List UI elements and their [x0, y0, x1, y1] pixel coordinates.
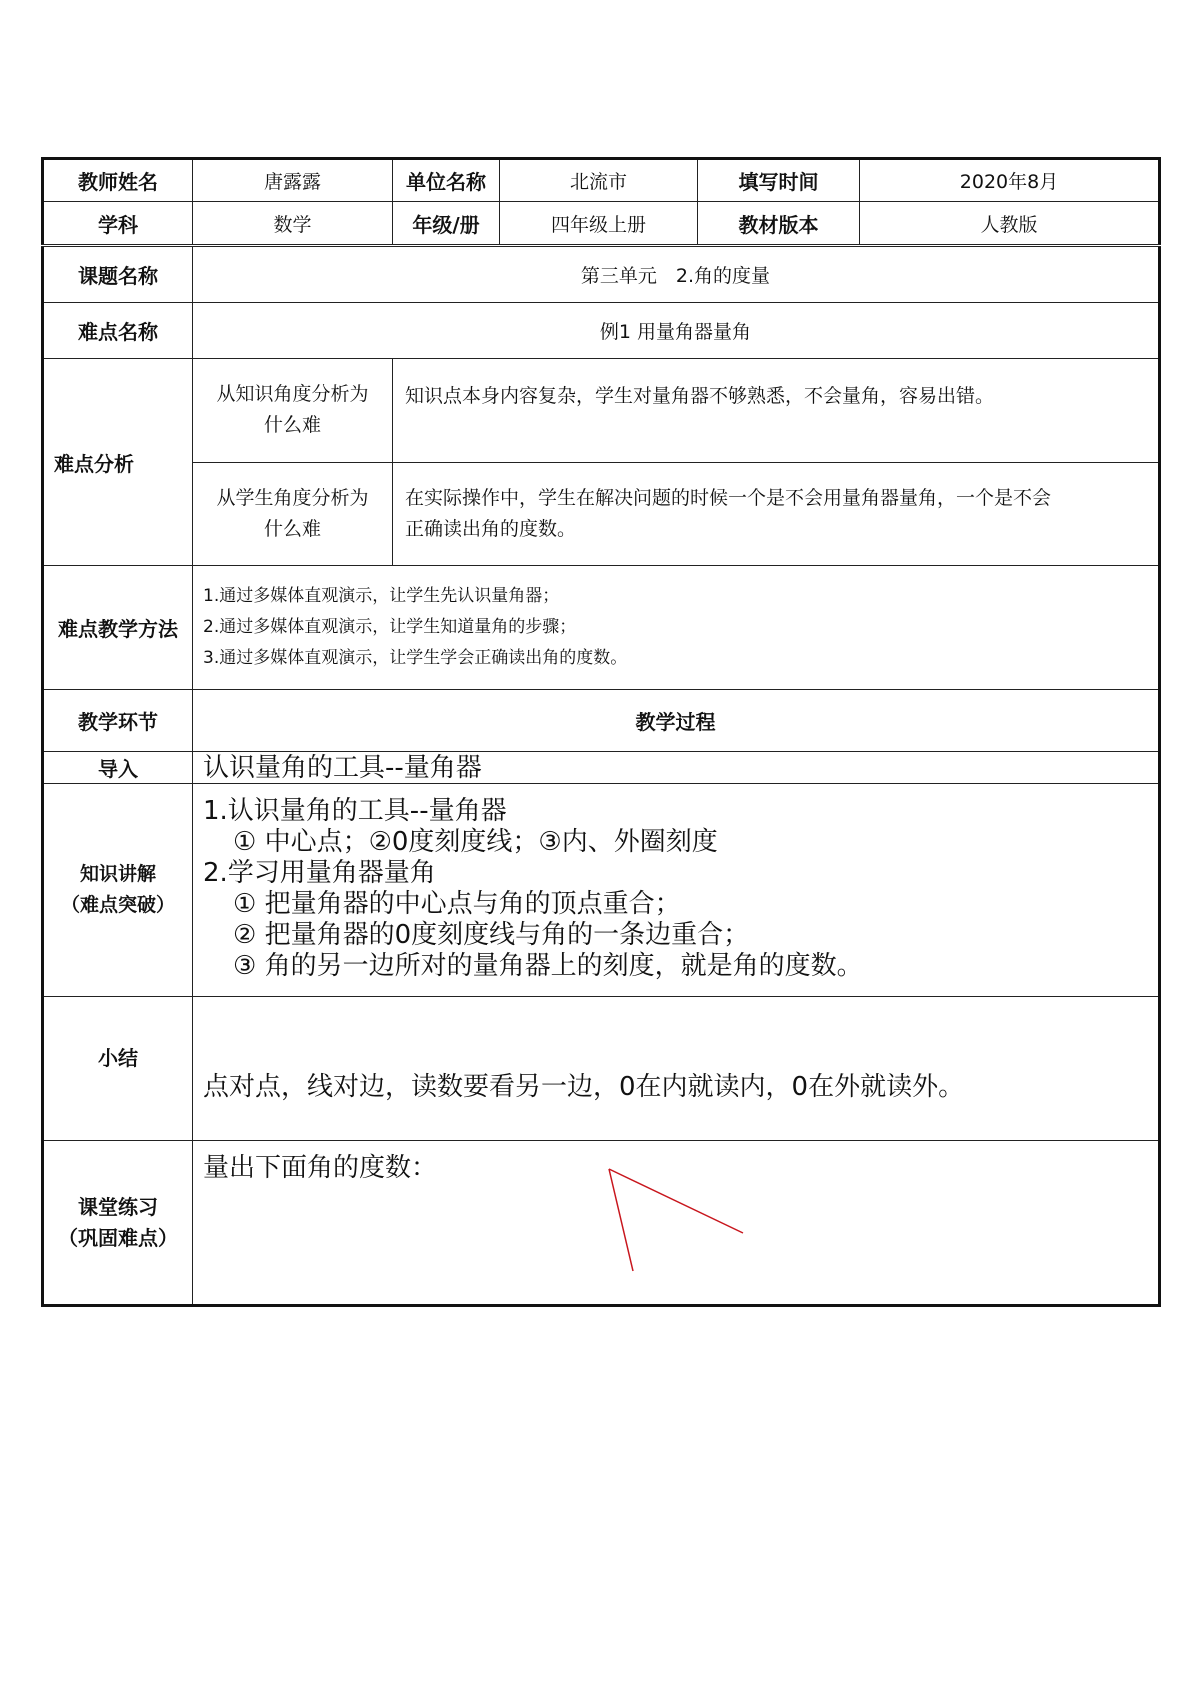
knowledge-line: ② 把量角器的0度刻度线与角的一条边重合； — [233, 920, 750, 950]
topic-row — [43, 246, 1160, 303]
knowledge-content — [193, 784, 1160, 997]
angle-ray-lower — [609, 1169, 633, 1271]
method-item: 1.通过多媒体直观演示，让学生先认识量角器； — [203, 586, 560, 606]
edition-value: 人教版 — [860, 202, 1160, 246]
student-angle-text — [393, 463, 1160, 566]
practice-label-line1: 课堂练习 — [78, 1194, 158, 1219]
analysis-label: 难点分析 — [43, 359, 193, 566]
summary-row — [43, 997, 1160, 1141]
grade-label: 年级/册 — [393, 202, 500, 246]
knowledge-angle-text: 知识点本身内容复杂，学生对量角器不够熟悉，不会量角，容易出错。 — [393, 359, 1160, 463]
knowledge-angle-label-line1: 从知识角度分析为 — [216, 383, 369, 405]
student-angle-label-line2: 什么难 — [263, 518, 321, 540]
practice-label — [43, 1141, 193, 1306]
header-row-1 — [43, 159, 1160, 202]
student-angle-label — [193, 463, 393, 566]
student-angle-text-line2: 正确读出角的度数。 — [405, 518, 577, 540]
intro-value: 认识量角的工具--量角器 — [193, 752, 1160, 784]
process-label: 教学环节 — [43, 690, 193, 752]
practice-prompt: 量出下面角的度数： — [203, 1153, 438, 1183]
method-item: 2.通过多媒体直观演示，让学生知道量角的步骤； — [203, 617, 577, 637]
unit-label: 单位名称 — [393, 159, 500, 202]
topic-label: 课题名称 — [43, 246, 193, 303]
knowledge-line: ③ 角的另一边所对的量角器上的刻度，就是角的度数。 — [233, 951, 863, 981]
analysis-row-knowledge — [43, 359, 1160, 463]
knowledge-label — [43, 784, 193, 997]
practice-row — [43, 1141, 1160, 1306]
subject-label: 学科 — [43, 202, 193, 246]
date-value: 2020年8月 — [860, 159, 1160, 202]
teacher-value: 唐露露 — [193, 159, 393, 202]
intro-label: 导入 — [43, 752, 193, 784]
knowledge-angle-label — [193, 359, 393, 463]
practice-label-line2: （巩固难点） — [58, 1225, 178, 1250]
knowledge-row — [43, 784, 1160, 997]
red-angle-icon — [193, 1141, 1159, 1301]
methods-list — [193, 566, 1160, 690]
summary-label: 小结 — [43, 997, 193, 1141]
subject-value: 数学 — [193, 202, 393, 246]
knowledge-label-line2: （难点突破） — [60, 894, 175, 916]
grade-value: 四年级上册 — [500, 202, 698, 246]
header-row-2 — [43, 202, 1160, 246]
lesson-plan-sheet — [41, 157, 1158, 1307]
difficulty-value: 例1 用量角器量角 — [193, 303, 1160, 359]
edition-label: 教材版本 — [698, 202, 860, 246]
intro-row — [43, 752, 1160, 784]
difficulty-row — [43, 303, 1160, 359]
unit-value: 北流市 — [500, 159, 698, 202]
process-value: 教学过程 — [193, 690, 1160, 752]
lesson-plan-table — [41, 157, 1161, 1307]
topic-value: 第三单元 2.角的度量 — [193, 246, 1160, 303]
date-label: 填写时间 — [698, 159, 860, 202]
knowledge-label-line1: 知识讲解 — [79, 863, 156, 885]
student-angle-text-line1: 在实际操作中，学生在解决问题的时候一个是不会用量角器量角，一个是不会 — [405, 487, 1052, 509]
difficulty-label: 难点名称 — [43, 303, 193, 359]
knowledge-line: 1.认识量角的工具--量角器 — [203, 796, 507, 826]
methods-label: 难点教学方法 — [43, 566, 193, 690]
student-angle-label-line1: 从学生角度分析为 — [216, 487, 369, 509]
method-item: 3.通过多媒体直观演示，让学生学会正确读出角的度数。 — [203, 648, 628, 668]
practice-content — [193, 1141, 1160, 1306]
summary-value: 点对点，线对边，读数要看另一边，0在内就读内，0在外就读外。 — [193, 997, 1160, 1141]
knowledge-angle-label-line2: 什么难 — [263, 414, 321, 436]
knowledge-line: ① 把量角器的中心点与角的顶点重合； — [233, 889, 681, 919]
analysis-row-student — [43, 463, 1160, 566]
knowledge-line: 2.学习用量角器量角 — [203, 858, 436, 888]
teacher-label: 教师姓名 — [43, 159, 193, 202]
angle-ray-upper — [609, 1169, 743, 1233]
methods-row — [43, 566, 1160, 690]
knowledge-line: ① 中心点；②0度刻度线；③内、外圈刻度 — [233, 827, 718, 857]
process-header-row — [43, 690, 1160, 752]
